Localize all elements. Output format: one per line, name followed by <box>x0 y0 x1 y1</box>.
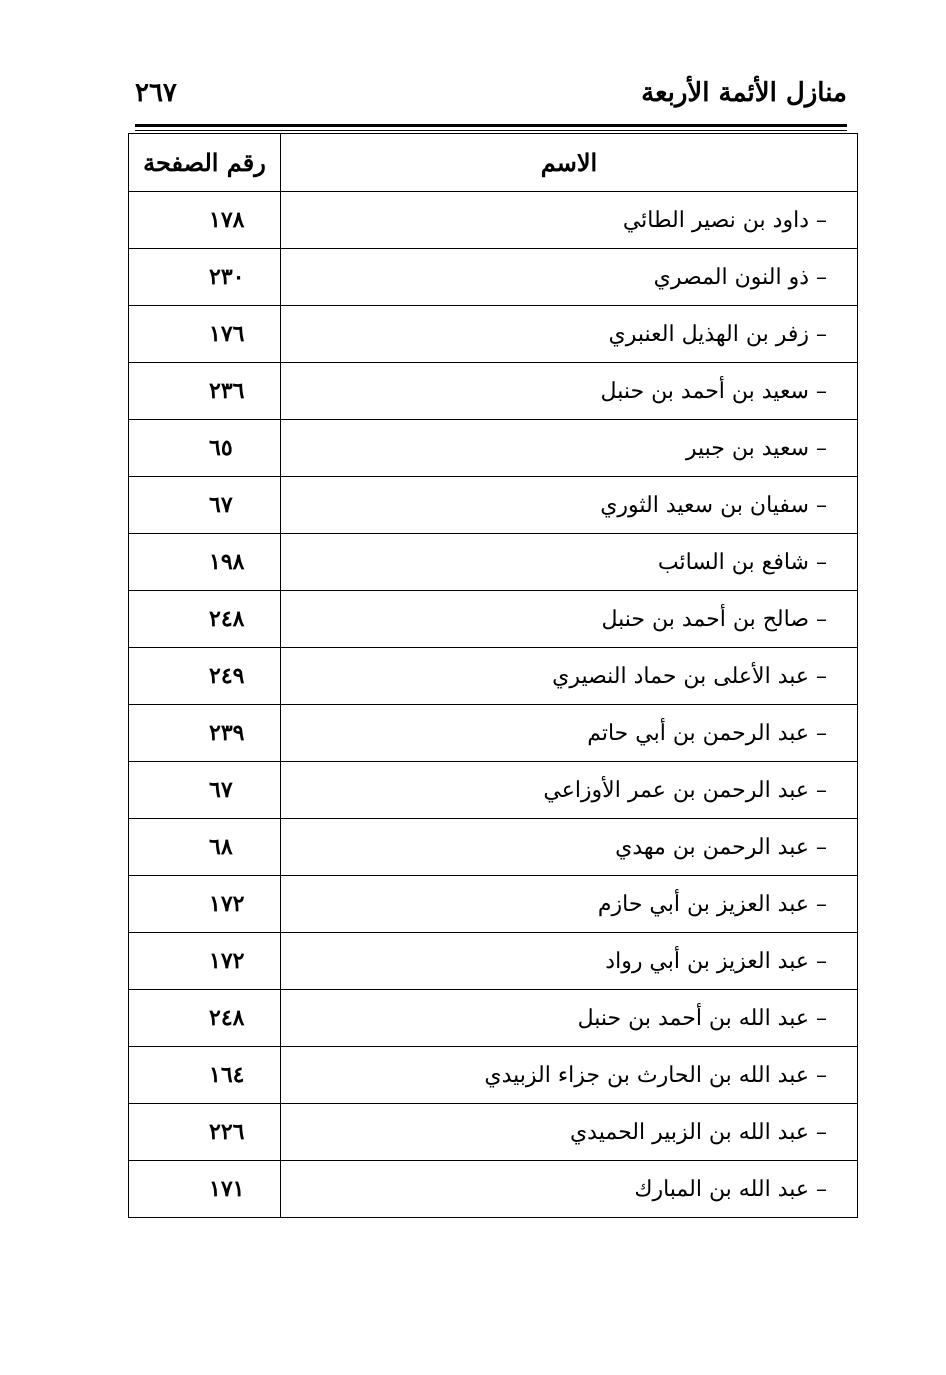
row-name: – داود بن نصير الطائي <box>281 192 858 249</box>
row-name: – عبد العزيز بن أبي رواد <box>281 933 858 990</box>
row-name: – عبد الله بن الزبير الحميدي <box>281 1104 858 1161</box>
table-row <box>129 990 858 1047</box>
row-page: ١٧١ <box>129 1161 281 1218</box>
row-page: ٢٢٦ <box>129 1104 281 1161</box>
header-rule-thick <box>135 124 847 127</box>
row-name: – صالح بن أحمد بن حنبل <box>281 591 858 648</box>
row-name: – عبد الأعلى بن حماد النصيري <box>281 648 858 705</box>
table-row <box>129 363 858 420</box>
table-row <box>129 591 858 648</box>
row-name: – ذو النون المصري <box>281 249 858 306</box>
row-page: ٦٥ <box>129 420 281 477</box>
row-page: ٢٣٩ <box>129 705 281 762</box>
row-name: – عبد الله بن الحارث بن جزاء الزبيدي <box>281 1047 858 1104</box>
row-page: ١٧٦ <box>129 306 281 363</box>
row-name: – سعيد بن أحمد بن حنبل <box>281 363 858 420</box>
table-row <box>129 648 858 705</box>
page-number: ٢٦٧ <box>135 78 177 108</box>
table-row <box>129 192 858 249</box>
table-row <box>129 249 858 306</box>
table-row <box>129 420 858 477</box>
table-row <box>129 876 858 933</box>
table-row <box>129 762 858 819</box>
row-name: – عبد الله بن المبارك <box>281 1161 858 1218</box>
row-name: – عبد الرحمن بن أبي حاتم <box>281 705 858 762</box>
row-page: ٢٤٩ <box>129 648 281 705</box>
row-page: ١٩٨ <box>129 534 281 591</box>
column-header-name: الاسم <box>281 134 858 192</box>
table-row <box>129 705 858 762</box>
row-page: ١٧٨ <box>129 192 281 249</box>
row-page: ٢٣٦ <box>129 363 281 420</box>
row-page: ١٧٢ <box>129 933 281 990</box>
table-row <box>129 1047 858 1104</box>
column-header-page: رقم الصفحة <box>129 134 281 192</box>
row-page: ٦٧ <box>129 477 281 534</box>
row-page: ٦٨ <box>129 819 281 876</box>
row-name: – عبد الله بن أحمد بن حنبل <box>281 990 858 1047</box>
row-page: ٢٤٨ <box>129 990 281 1047</box>
table-row <box>129 1104 858 1161</box>
row-name: – عبد الرحمن بن مهدي <box>281 819 858 876</box>
table-row <box>129 933 858 990</box>
table-row <box>129 306 858 363</box>
row-page: ٦٧ <box>129 762 281 819</box>
row-name: – عبد الرحمن بن عمر الأوزاعي <box>281 762 858 819</box>
name-index-table <box>128 133 858 1218</box>
row-name: – عبد العزيز بن أبي حازم <box>281 876 858 933</box>
table-row <box>129 819 858 876</box>
row-name: – شافع بن السائب <box>281 534 858 591</box>
row-page: ١٧٢ <box>129 876 281 933</box>
row-name: – زفر بن الهذيل العنبري <box>281 306 858 363</box>
table-row <box>129 477 858 534</box>
row-page: ٢٣٠ <box>129 249 281 306</box>
running-title: منازل الأئمة الأربعة <box>641 78 847 108</box>
page-header <box>135 78 847 118</box>
row-name: – سفيان بن سعيد الثوري <box>281 477 858 534</box>
row-name: – سعيد بن جبير <box>281 420 858 477</box>
row-page: ١٦٤ <box>129 1047 281 1104</box>
header-rule-thin <box>135 130 847 131</box>
table-row <box>129 1161 858 1218</box>
table-header-row <box>129 134 858 192</box>
table-row <box>129 534 858 591</box>
row-page: ٢٤٨ <box>129 591 281 648</box>
